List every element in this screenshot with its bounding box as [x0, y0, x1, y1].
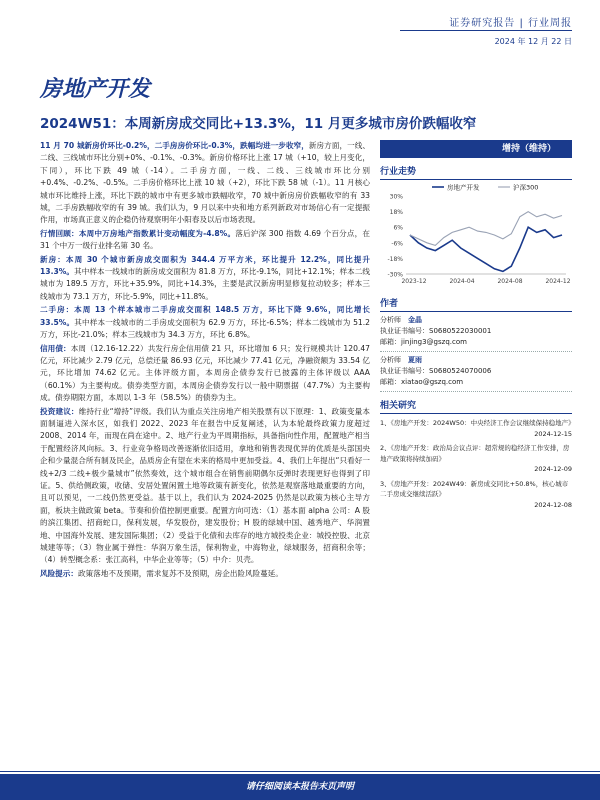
y-tick-label: 6% [393, 224, 403, 232]
y-tick-label: -30% [387, 271, 403, 279]
main-content [40, 140, 370, 581]
trend-chart-svg [380, 180, 572, 290]
report-date: 2024 年 12 月 22 日 [494, 37, 572, 46]
author-cert: S0680524070006 [429, 367, 492, 375]
paragraph-market: 行情回顾：本周中万房地产指数累计变动幅度为-4.8%。落后沪深 300 指数 4.69 个百分点，在 31 个中万一级行业排名第 30 名。 [40, 228, 370, 251]
paragraph-credit-bond: 信用债：本周（12.16-12.22）共发行房企信用债 21 只，环比增加 6 只；发行规模共计 120.47 亿元，环比减少 2.79 亿元，总偿还量 86.93 亿元，环比减少 77.41 亿元，净融资额为 33.54 亿元，环比增加 74.62 亿元。主体评级方面，本周房企债券发行已披露的主体评级以 AAA（60.1%）为主要构成。债券类型方面，本周房企债券发行以一般中期票据（47.7%）为主要构成。债券期限方面，本周以 1-3 年（58.5%）的债券为主。 [40, 343, 371, 403]
related-report[interactable]: 2、《房地产开发：政治局会议点评：超常规的稳经济工作安排，房地产政策将持续加码》 2024-12-09 [380, 444, 572, 473]
rating-badge: 增持（维持） [380, 140, 572, 158]
author-email[interactable]: jinjing3@gszq.com [401, 338, 467, 346]
report-subtitle: 2024W51：本周新房成交同比+13.3%，11 月更多城市房价跌幅收窄 [40, 116, 477, 132]
paragraph-risk: 风险提示：政策落地不及预期，需求复苏不及预期，房企出险风险蔓延。 [40, 568, 283, 578]
x-tick-label: 2024-12 [545, 278, 571, 285]
page-title: 房地产开发 [40, 77, 151, 102]
paragraph-second-hand: 二手房：本周 13 个样本城市二手房成交面积 148.5 万方，环比下降 9.6%，同比增长 33.5%。其中样本一线城市的二手房成交面积为 62.9 万方，环比-6.5%；样本二线城市为 51.2 万方，环比-21.0%；样本三线城市为 34.3 万方，环比 6.8%。 [40, 305, 370, 340]
paragraph-price: 11 月 70 城新房价环比-0.2%，二手房房价环比-0.3%，跌幅均进一步收窄，新房方面，一线、二线、三线城市环比分别+0%、-0.1%、-0.3%。新房价格环比上涨 17 城（+10，较上月变化，下同），环比下跌 49 城（-14）。二手房方面，一线、二线、三线城市环比分别+0.4%、-0.2%、-0.5%。二手房价格环比上涨 10 城（+2），环比下跌 58 城（-1）。11 月核心城市环比维持上涨，环比下跌的城市中有更多城市跌幅收窄，70 城中新房房价跌幅收窄的有 33 城，二手房跌幅收窄的有 39 城。我们认为，9 月以来中央和地方系列新政对市场信心有一定提振作用，市场真正意义的企稳仍待观察明年小阳春及以后市场表现。 [40, 141, 371, 225]
y-tick-label: -18% [387, 255, 403, 263]
related-heading: 相关研究 [380, 398, 572, 414]
footer-disclaimer: 请仔细阅读本报告末页声明 [245, 782, 354, 792]
legend-label: 房地产开发 [447, 183, 480, 192]
footer-divider [0, 771, 600, 772]
series-line-real-estate [410, 227, 562, 271]
x-tick-label: 2024-08 [497, 278, 523, 285]
series-line-csi300 [410, 212, 562, 246]
x-tick-label: 2024-04 [449, 278, 475, 285]
y-tick-label: 30% [389, 193, 403, 201]
author-email[interactable]: xiatao@gszq.com [401, 378, 464, 386]
author-heading: 作者 [380, 296, 572, 312]
author-name: 夏雨 [408, 356, 422, 364]
sidebar [380, 140, 575, 510]
author-2: 分析师 夏雨 执业证书编号：S0680524070006 邮箱：xiatao@gszq.com [380, 355, 572, 392]
x-tick-label: 2023-12 [401, 278, 427, 285]
paragraph-investment: 投资建议：维持行业“增持”评级。我们认为重点关注房地产相关股票有以下原理：1、政策变量本面制逼进入深水区，如我们 2022、2023 年在报告中反复阐述，认为本轮最终政策力度超过 2008、2014 年，而现在尚在途中。2、地产行业为平周期指标，具备指向性作用，配置地产相当于配置经济风向标。3、行业竞争格局改善逐渐依旧适用，拿地和销售表现优异的优质是头部国央企和少量混合所有制及民企，品质房企有望在未来的格局中更加受益。4、我们上年提出“只看好一线+2/3 二线+极少量城市”依然奏效，这个城市组合在销售前期偶尔反弹时表现更好也得到了印证。5、供给侧政策，收储、安居处置闲置土地等政策有新变化，依然是观察落地最重要的方向，且可以预见，一二线仍然更受益。基于以上，我们认为 2024-2025 仍然是以政策为核心主导方面，板块主做政策 beta。节奏和价值控制更重要。配置方向可选：（1）基本面 alpha 公司：A 股的滨江集团、招商蛇口，保利发展，华发股份，建发股份；H 股的绿城中国、越秀地产、华润置地、中国海外发展、建发国际集团；（2）受益于化债和去库存的地方城投类企业：城投控股、北京城建等等；（3）物业属于弹性：华润万象生活，保利物业，中海物业，绿城服务，招商积余等；（4）转型概念系：张江高科，中华企业等等；（5）中介：贝壳。 [40, 406, 371, 565]
related-report[interactable]: 1、《房地产开发：2024W50：中央经济工作会议继续保持稳地产》 2024-12-15 [380, 419, 575, 438]
author-name: 金晶 [408, 316, 422, 324]
paragraph-new-home: 新房：本周 30 个城市新房成交面积为 344.4 万平方米，环比提升 12.2%，同比提升 13.3%。其中样本一线城市的新房成交面积为 81.8 万方，环比-9.1%，同比+12.1%；样本二线城市为 189.5 万方，环比+35.9%，同比+14.3%，主要是武汉新房明显修复拉动较多；样本三线城市为 73.1 万方，环比-5.9%，同比+11.8%。 [40, 254, 370, 301]
report-header [449, 14, 572, 46]
trend-heading: 行业走势 [380, 164, 572, 180]
header-divider [400, 30, 572, 31]
author-1: 分析师 金晶 执业证书编号：S0680522030001 邮箱：jinjing3@gszq.com [380, 315, 572, 352]
legend-label: 沪深300 [513, 183, 539, 192]
trend-chart [380, 180, 572, 290]
related-report[interactable]: 3、《房地产开发：2024W49：新房成交同比+50.8%，核心城市二手房成交继续活跃》 2024-12-08 [380, 479, 572, 509]
report-type: 证券研究报告 | 行业周报 [449, 18, 572, 29]
y-tick-label: 18% [389, 209, 403, 217]
author-cert: S0680522030001 [429, 327, 492, 335]
y-tick-label: -6% [391, 240, 403, 248]
